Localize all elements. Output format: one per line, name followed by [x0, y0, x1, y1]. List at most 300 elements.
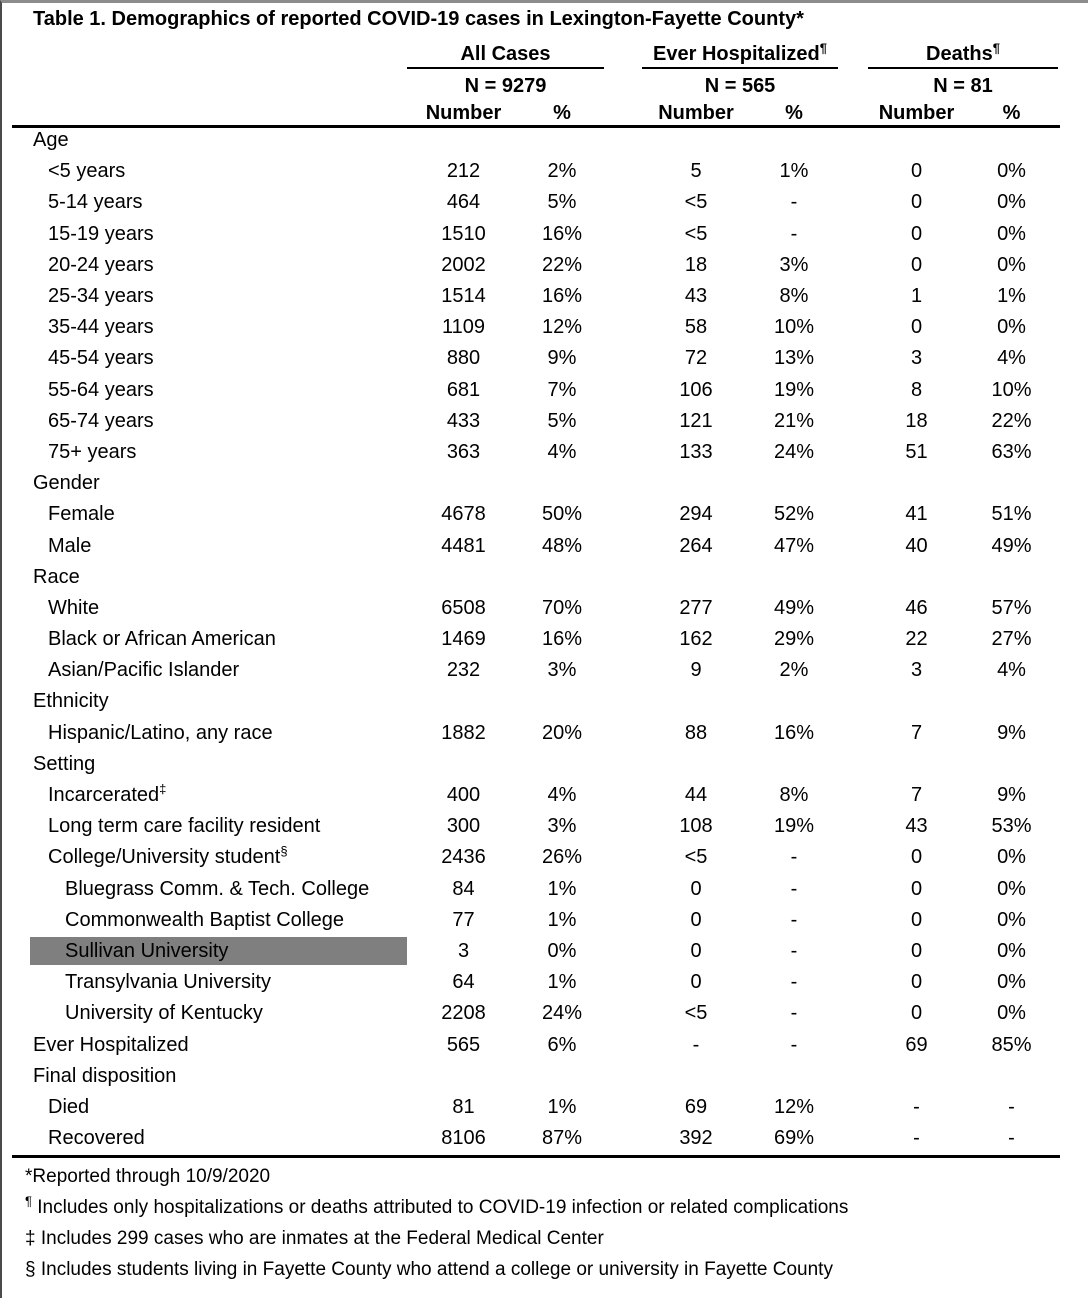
table-row — [2, 437, 1088, 468]
spacer-cell — [1058, 250, 1088, 281]
value-cell: 0 — [910, 846, 923, 869]
spacer-cell — [838, 1029, 868, 1060]
value-cell: 22% — [991, 409, 1032, 432]
value-cell — [520, 749, 604, 780]
value-cell: 0% — [997, 908, 1026, 931]
value-cell — [868, 468, 965, 499]
row-label: University of Kentucky — [65, 1002, 263, 1025]
value-cell — [407, 686, 520, 717]
value-cell: 880 — [446, 347, 481, 370]
value-cell: 0 — [910, 160, 923, 183]
table-row — [2, 312, 1088, 343]
value-cell — [868, 562, 965, 593]
spacer-cell — [838, 1123, 868, 1154]
spacer-cell — [1058, 998, 1088, 1029]
table-row — [2, 250, 1088, 281]
spacer-cell — [604, 530, 642, 561]
spacer-cell — [604, 562, 642, 593]
row-label: Black or African American — [48, 628, 276, 651]
spacer-cell — [604, 905, 642, 936]
table-row — [2, 624, 1088, 655]
spacer-cell — [604, 343, 642, 374]
spacer-cell — [1058, 1123, 1088, 1154]
value-cell: 4% — [547, 440, 577, 463]
footnote: § Includes students living in Fayette County who attend a college or university in Fayette County — [25, 1259, 833, 1280]
spacer-cell — [604, 655, 642, 686]
value-cell: 8 — [910, 378, 923, 401]
value-cell: 0% — [997, 939, 1026, 962]
spacer-cell — [838, 967, 868, 998]
value-cell: 277 — [679, 596, 713, 619]
value-cell: 16% — [541, 222, 583, 245]
value-cell: 2% — [547, 160, 577, 183]
row-label: 15-19 years — [48, 222, 154, 245]
value-cell — [868, 749, 965, 780]
row-label: Long term care facility resident — [48, 815, 321, 838]
value-cell: 24% — [773, 440, 815, 463]
value-cell: 8% — [779, 285, 809, 308]
value-cell — [642, 686, 750, 717]
value-cell: 121 — [679, 409, 713, 432]
value-cell: 2002 — [441, 253, 486, 276]
value-cell — [407, 749, 520, 780]
col-header-number: Number — [658, 102, 734, 124]
value-cell: 13% — [773, 347, 815, 370]
spacer-cell — [1058, 967, 1088, 998]
value-cell: 77 — [452, 908, 475, 931]
row-label: 45-54 years — [48, 347, 154, 370]
spacer-cell — [1058, 780, 1088, 811]
row-label: Incarcerated‡ — [48, 781, 167, 807]
spacer-cell — [1058, 437, 1088, 468]
spacer-cell — [838, 468, 868, 499]
col-header-number: Number — [425, 102, 502, 124]
spacer-cell — [838, 375, 868, 406]
value-cell: 392 — [679, 1127, 713, 1150]
value-cell — [750, 1061, 838, 1092]
row-label: Commonwealth Baptist College — [65, 908, 345, 931]
value-cell — [407, 468, 520, 499]
value-cell: 1109 — [441, 316, 485, 339]
pilcrow-superscript: ¶ — [992, 40, 1000, 56]
spacer-cell — [604, 41, 642, 68]
value-cell: 1% — [547, 971, 577, 994]
spacer-cell — [604, 68, 642, 98]
spacer-cell — [1058, 655, 1088, 686]
value-cell: 133 — [679, 440, 713, 463]
spacer-cell — [604, 686, 642, 717]
spacer-cell — [604, 842, 642, 873]
spacer-cell — [838, 125, 868, 156]
value-cell — [750, 562, 838, 593]
row-label: 20-24 years — [48, 253, 154, 276]
value-cell: 18 — [684, 253, 708, 276]
spacer-cell — [604, 187, 642, 218]
value-cell: 0% — [997, 877, 1026, 900]
value-cell: 70% — [541, 596, 583, 619]
spacer-cell — [604, 1061, 642, 1092]
value-cell: 1% — [547, 908, 577, 931]
col-header-number: Number — [878, 102, 955, 124]
value-cell: 12% — [773, 1095, 815, 1118]
value-cell: 1882 — [441, 721, 486, 744]
spacer-cell — [1058, 343, 1088, 374]
spacer-cell — [838, 281, 868, 312]
spacer-cell — [2, 41, 407, 68]
table-row — [2, 998, 1088, 1029]
spacer-cell — [1058, 686, 1088, 717]
spacer-cell — [1058, 156, 1088, 187]
row-section-label: Setting — [33, 752, 96, 775]
value-cell: 48% — [541, 534, 583, 557]
value-cell: 53% — [991, 815, 1032, 838]
value-cell: 400 — [446, 784, 481, 807]
value-cell — [642, 468, 750, 499]
value-cell — [750, 468, 838, 499]
value-cell: 1469 — [441, 628, 486, 651]
value-cell — [520, 468, 604, 499]
value-cell: 0 — [910, 971, 923, 994]
value-cell: 9% — [997, 784, 1026, 807]
footnote: *Reported through 10/9/2020 — [25, 1166, 271, 1187]
value-cell: 84 — [452, 877, 475, 900]
col-header-percent: % — [553, 102, 571, 124]
table-row — [2, 1123, 1088, 1154]
value-cell — [520, 562, 604, 593]
spacer-cell — [1058, 1061, 1088, 1092]
value-cell: 7 — [910, 784, 923, 807]
value-cell: 3 — [457, 939, 470, 962]
value-cell: 44 — [684, 784, 708, 807]
spacer-cell — [604, 219, 642, 250]
table-row — [2, 593, 1088, 624]
row-label: 35-44 years — [48, 316, 154, 339]
value-cell: 57% — [991, 596, 1032, 619]
col-header-percent: % — [785, 102, 803, 124]
spacer-cell — [604, 718, 642, 749]
spacer-cell — [1058, 406, 1088, 437]
value-cell: 85% — [991, 1033, 1032, 1056]
col-group-ever-hospitalized — [642, 41, 838, 68]
row-label: Hispanic/Latino, any race — [48, 721, 273, 744]
spacer-cell — [838, 562, 868, 593]
value-cell: 5% — [547, 409, 577, 432]
col-group-label: All Cases — [460, 43, 551, 65]
pilcrow-superscript: ¶ — [819, 40, 827, 56]
spacer-cell — [604, 780, 642, 811]
spacer-cell — [1058, 1029, 1088, 1060]
spacer-cell — [838, 655, 868, 686]
table-row — [2, 811, 1088, 842]
table-row — [2, 905, 1088, 936]
spacer-cell — [838, 312, 868, 343]
spacer-cell — [1058, 187, 1088, 218]
row-label: 25-34 years — [48, 285, 154, 308]
spacer-cell — [838, 905, 868, 936]
table-row — [2, 156, 1088, 187]
value-cell: 0 — [910, 1002, 923, 1025]
spacer-cell — [1058, 125, 1088, 156]
value-cell: 0 — [910, 877, 923, 900]
value-cell — [868, 1061, 965, 1092]
value-cell: - — [790, 971, 798, 994]
spacer-cell — [604, 749, 642, 780]
value-cell: <5 — [684, 1002, 708, 1025]
value-cell: 0 — [690, 939, 702, 962]
spacer-cell — [604, 1092, 642, 1123]
spacer-cell — [1058, 811, 1088, 842]
spacer-cell — [1058, 468, 1088, 499]
value-cell — [750, 749, 838, 780]
col-group-all-cases — [407, 41, 604, 68]
table-row — [2, 375, 1088, 406]
value-cell: 0% — [997, 971, 1026, 994]
value-cell: 88 — [684, 721, 708, 744]
header-bottom-rule — [12, 125, 1060, 128]
value-cell: 232 — [446, 659, 481, 682]
col-group-label: Ever Hospitalized — [653, 43, 820, 65]
spacer-cell — [1058, 312, 1088, 343]
spacer-cell — [604, 624, 642, 655]
value-cell: 464 — [446, 191, 481, 214]
value-cell: 1% — [997, 285, 1026, 308]
spacer-cell — [838, 842, 868, 873]
value-cell: 294 — [679, 503, 713, 526]
n-count-deaths: N = 81 — [933, 75, 993, 97]
value-cell: 7 — [910, 721, 923, 744]
value-cell — [642, 1061, 750, 1092]
value-cell: 0% — [547, 939, 577, 962]
value-cell — [642, 125, 750, 156]
footnotes-block — [25, 1161, 848, 1285]
table-row — [2, 562, 1088, 593]
value-cell — [868, 125, 965, 156]
value-cell: 0% — [997, 160, 1026, 183]
value-cell: 5% — [547, 191, 577, 214]
value-cell: 22% — [541, 253, 583, 276]
value-cell: 6508 — [441, 596, 486, 619]
spacer-cell — [838, 1092, 868, 1123]
spacer-cell — [838, 98, 868, 125]
value-cell: 69% — [773, 1127, 815, 1150]
value-cell: 69 — [905, 1033, 928, 1056]
spacer-cell — [838, 187, 868, 218]
row-label: Transylvania University — [65, 971, 271, 994]
row-label: 65-74 years — [48, 409, 154, 432]
spacer-cell — [838, 530, 868, 561]
value-cell: 27% — [991, 628, 1032, 651]
value-cell: 0% — [997, 253, 1026, 276]
value-cell: 106 — [679, 378, 713, 401]
value-cell: - — [790, 846, 798, 869]
row-section-label: Ethnicity — [33, 690, 109, 713]
value-cell: 6% — [547, 1033, 577, 1056]
value-cell: 72 — [684, 347, 708, 370]
value-cell — [520, 125, 604, 156]
table-row — [2, 219, 1088, 250]
table-row — [2, 1029, 1088, 1060]
value-cell — [965, 1061, 1058, 1092]
value-cell — [407, 1061, 520, 1092]
table-row — [2, 718, 1088, 749]
value-cell: 87% — [541, 1127, 583, 1150]
value-cell — [965, 562, 1058, 593]
value-cell: 1514 — [441, 285, 486, 308]
value-cell: 2208 — [441, 1002, 486, 1025]
value-cell: 0% — [997, 191, 1026, 214]
value-cell — [868, 686, 965, 717]
row-section-label: Ever Hospitalized — [33, 1033, 189, 1056]
value-cell: 4% — [547, 784, 577, 807]
footnote-marker: * — [25, 1166, 33, 1187]
value-cell: 108 — [679, 815, 713, 838]
spacer-cell — [838, 718, 868, 749]
spacer-cell — [838, 593, 868, 624]
spacer-cell — [838, 749, 868, 780]
value-cell: 16% — [541, 628, 583, 651]
value-cell: <5 — [684, 846, 708, 869]
table-row — [2, 749, 1088, 780]
n-count-ever-hospitalized: N = 565 — [704, 75, 776, 97]
value-cell: 1% — [547, 877, 577, 900]
row-label: Died — [48, 1095, 90, 1118]
value-cell: 300 — [446, 815, 481, 838]
table-row — [2, 125, 1088, 156]
table-row — [2, 499, 1088, 530]
value-cell: 19% — [773, 815, 815, 838]
spacer-cell — [1058, 593, 1088, 624]
value-cell: 26% — [541, 846, 583, 869]
footnote-marker-superscript: ‡ — [159, 781, 167, 797]
spacer-cell — [1058, 281, 1088, 312]
col-group-label: Deaths — [926, 43, 993, 65]
group-header-row — [2, 41, 1088, 68]
value-cell: 0% — [997, 222, 1026, 245]
footnote-marker-superscript: § — [280, 843, 288, 859]
row-label: College/University student§ — [48, 843, 288, 869]
table-row — [2, 530, 1088, 561]
spacer-cell — [1058, 905, 1088, 936]
value-cell: 0 — [910, 939, 923, 962]
spacer-cell — [838, 343, 868, 374]
table-row — [2, 406, 1088, 437]
value-cell: 0% — [997, 1002, 1026, 1025]
spacer-cell — [838, 936, 868, 967]
value-cell: 3% — [779, 253, 809, 276]
value-cell: <5 — [684, 222, 708, 245]
value-cell: 8106 — [441, 1127, 486, 1150]
table-bottom-rule — [12, 1155, 1060, 1158]
row-label: <5 years — [48, 160, 126, 183]
spacer-cell — [1058, 41, 1088, 68]
value-cell: 0 — [910, 253, 923, 276]
value-cell: 1% — [547, 1095, 577, 1118]
table-row — [2, 187, 1088, 218]
row-section-label: Final disposition — [33, 1064, 177, 1087]
value-cell: 58 — [684, 316, 708, 339]
value-cell: 10% — [773, 316, 815, 339]
value-cell: 433 — [446, 409, 481, 432]
spacer-cell — [604, 998, 642, 1029]
value-cell: - — [1008, 1127, 1015, 1150]
value-cell: 0 — [690, 908, 702, 931]
value-cell: 41 — [905, 503, 928, 526]
spacer-cell — [1058, 530, 1088, 561]
spacer-cell — [838, 624, 868, 655]
spacer-cell — [838, 250, 868, 281]
table-row — [2, 468, 1088, 499]
table-row — [2, 281, 1088, 312]
spacer-cell — [838, 219, 868, 250]
value-cell: 264 — [679, 534, 713, 557]
value-cell: 29% — [773, 628, 815, 651]
value-cell: 0% — [997, 316, 1026, 339]
value-cell: - — [790, 222, 798, 245]
value-cell: <5 — [684, 191, 708, 214]
value-cell: 4678 — [441, 503, 486, 526]
spacer-cell — [1058, 499, 1088, 530]
value-cell: 22 — [905, 628, 928, 651]
spacer-cell — [838, 998, 868, 1029]
value-cell: 52% — [773, 503, 815, 526]
value-cell: 363 — [446, 440, 481, 463]
value-cell: 8% — [779, 784, 809, 807]
spacer-cell — [1058, 624, 1088, 655]
col-group-deaths — [868, 41, 1058, 68]
spacer-cell — [838, 499, 868, 530]
value-cell: 9% — [997, 721, 1026, 744]
spacer-cell — [604, 811, 642, 842]
value-cell — [642, 749, 750, 780]
value-cell: 0 — [910, 191, 923, 214]
value-cell: 12% — [541, 316, 583, 339]
value-cell: 2% — [779, 659, 809, 682]
spacer-cell — [838, 780, 868, 811]
spacer-cell — [604, 125, 642, 156]
table-row — [2, 780, 1088, 811]
table-row — [2, 967, 1088, 998]
value-cell: - — [692, 1033, 700, 1056]
spacer-cell — [838, 156, 868, 187]
table-row — [2, 343, 1088, 374]
spacer-cell — [604, 967, 642, 998]
footnote-marker: ¶ — [25, 1193, 32, 1209]
value-cell: - — [790, 1033, 798, 1056]
row-label: Asian/Pacific Islander — [48, 659, 240, 682]
table-row — [2, 655, 1088, 686]
n-count-all-cases: N = 9279 — [464, 75, 547, 97]
value-cell: 9 — [690, 659, 702, 682]
value-cell: 47% — [773, 534, 815, 557]
value-cell: 49% — [773, 596, 815, 619]
row-label: 5-14 years — [48, 191, 143, 214]
spacer-cell — [838, 686, 868, 717]
value-cell — [965, 468, 1058, 499]
value-cell: 40 — [905, 534, 928, 557]
value-cell: 3% — [547, 815, 577, 838]
value-cell: - — [1008, 1095, 1015, 1118]
spacer-cell — [604, 874, 642, 905]
spacer-cell — [838, 41, 868, 68]
value-cell: 3 — [910, 347, 923, 370]
value-cell: 46 — [905, 596, 928, 619]
spacer-cell — [604, 98, 642, 125]
spacer-cell — [1058, 1092, 1088, 1123]
value-cell: - — [790, 191, 798, 214]
value-cell: 21% — [773, 409, 815, 432]
value-cell: 1510 — [441, 222, 486, 245]
value-cell: 1 — [910, 285, 923, 308]
